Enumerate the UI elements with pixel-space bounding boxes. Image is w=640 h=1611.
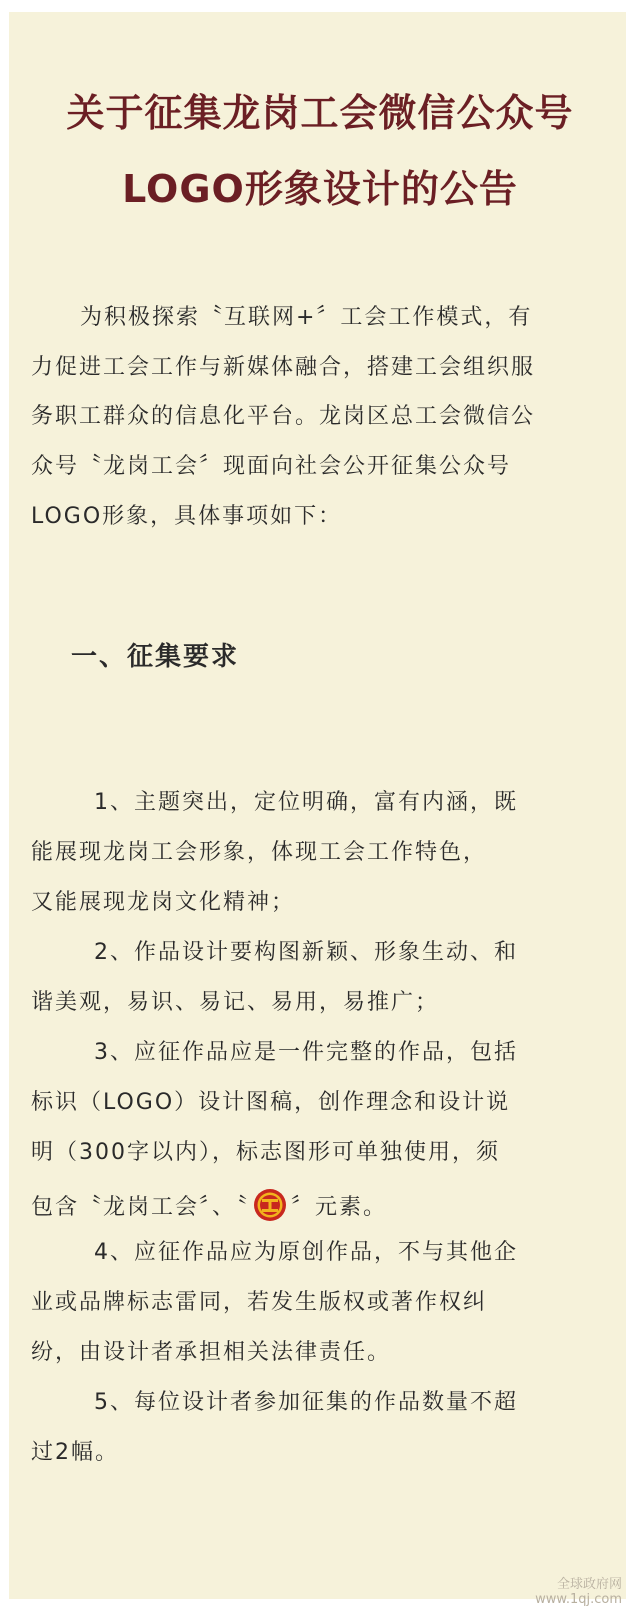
site-watermark [535, 1577, 622, 1607]
requirement-item-3: 明（300字以内），标志图形可单独使用，须 [31, 1140, 500, 1165]
item3-text-before: 包含〝龙岗工会〞、〝 [31, 1195, 250, 1220]
requirement-item-2: 2、作品设计要构图新颖、形象生动、和 [94, 940, 518, 965]
trade-union-emblem-icon [253, 1188, 287, 1222]
requirement-item-1: 1、主题突出，定位明确，富有内涵，既 [94, 790, 518, 815]
requirement-item-1: 又能展现龙岗文化精神； [31, 890, 296, 915]
intro-line: 力促进工会工作与新媒体融合，搭建工会组织服 [31, 355, 536, 380]
requirement-item-3-last [31, 1188, 387, 1223]
intro-line: 为积极探索〝互联网+〞工会工作模式，有 [80, 305, 533, 330]
intro-line: LOGO形象，具体事项如下： [31, 504, 343, 529]
requirement-item-5: 5、每位设计者参加征集的作品数量不超 [94, 1390, 518, 1415]
requirement-item-4: 纷，由设计者承担相关法律责任。 [31, 1340, 392, 1365]
announcement-title-line1: 关于征集龙岗工会微信公众号 [66, 91, 574, 135]
watermark-line1: 全球政府网 [556, 1577, 622, 1592]
requirement-item-5: 过2幅。 [31, 1440, 119, 1465]
section-heading-requirements: 一、征集要求 [71, 642, 240, 672]
intro-line: 务职工群众的信息化平台。龙岗区总工会微信公 [31, 404, 536, 429]
announcement-title-line2: LOGO形象设计的公告 [122, 167, 518, 211]
requirement-item-4: 业或品牌标志雷同，若发生版权或著作权纠 [31, 1290, 488, 1315]
watermark-line2: www.1qj.com [535, 1592, 622, 1607]
item3-text-after: 〞元素。 [291, 1195, 388, 1220]
requirement-item-4: 4、应征作品应为原创作品，不与其他企 [94, 1240, 518, 1265]
intro-line: 众号〝龙岗工会〞现面向社会公开征集公众号 [31, 454, 512, 479]
requirement-item-3: 标识（LOGO）设计图稿，创作理念和设计说 [31, 1090, 511, 1115]
requirement-item-1: 能展现龙岗工会形象，体现工会工作特色， [31, 840, 488, 865]
requirement-item-2: 谐美观，易识、易记、易用，易推广； [31, 990, 440, 1015]
requirement-item-3: 3、应征作品应是一件完整的作品，包括 [94, 1040, 518, 1065]
